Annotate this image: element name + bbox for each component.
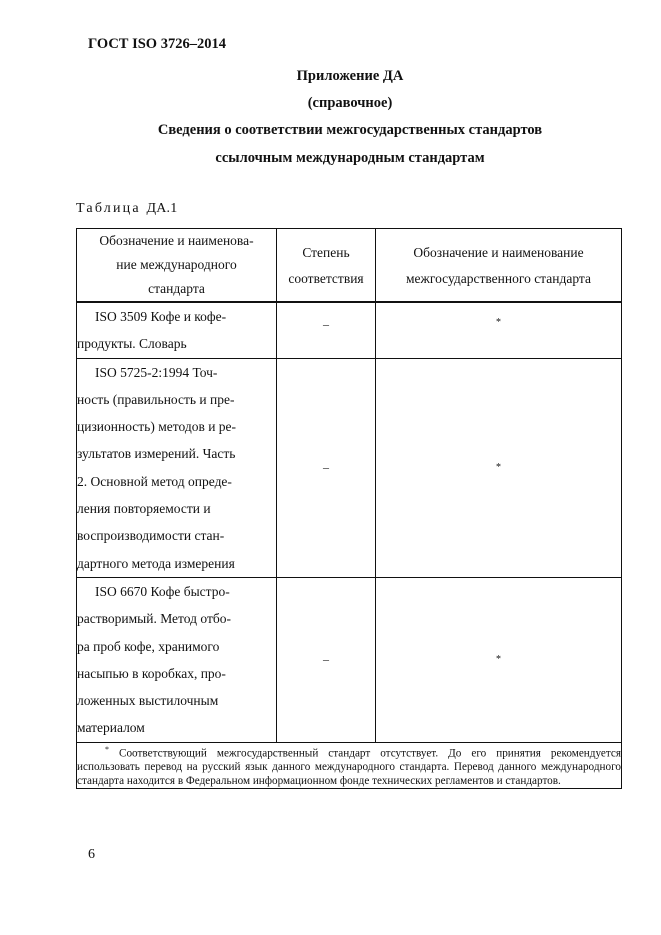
- name-line: продукты. Словарь: [77, 336, 187, 352]
- table-row: [77, 577, 622, 742]
- degree-cell: –: [277, 577, 376, 742]
- footnote-text: Соответствующий межгосударственный стандарт отсутствует. До его принятия рекомендуется использовать перевод на русский язык данного международного стандарта. Перевод данного международного стандарта находится в Федеральном информационном фонде технических регламентов и стандартов.: [77, 747, 622, 788]
- interstate-cell: *: [376, 577, 622, 742]
- degree-cell: –: [277, 358, 376, 577]
- table-footnote-row: [77, 742, 622, 789]
- appendix-heading-line1: Сведения о соответствии межгосударственных стандартов: [157, 122, 543, 138]
- footnote-cell: [77, 742, 622, 789]
- correspondence-table: [76, 228, 622, 789]
- name-line: дартного метода измерения: [77, 555, 235, 571]
- name-line: ра проб кофе, хранимого: [77, 638, 220, 654]
- table-caption: [76, 201, 177, 217]
- table-row: [77, 358, 622, 577]
- header-line: ние международного: [116, 257, 237, 272]
- table-row: [77, 302, 622, 358]
- name-line: воспроизводимости стан-: [77, 528, 225, 544]
- document-code: ГОСТ ISO 3726–2014: [88, 36, 226, 52]
- table-header-row: [77, 229, 622, 303]
- name-line: зультатов измерений. Часть: [77, 446, 236, 462]
- header-interstate-standard: [376, 229, 622, 303]
- standard-name-cell: [77, 358, 277, 577]
- header-international-standard: [77, 229, 277, 303]
- interstate-cell: *: [376, 358, 622, 577]
- header-degree: [277, 229, 376, 303]
- name-line: насыпью в коробках, про-: [77, 665, 226, 681]
- table-caption-number: ДА.1: [146, 201, 178, 216]
- footnote-mark: *: [105, 744, 109, 754]
- name-line: материалом: [77, 720, 145, 736]
- appendix-heading-line2: ссылочным международным стандартам: [215, 150, 485, 166]
- name-line: ность (правильность и пре-: [77, 391, 235, 407]
- appendix-title: Приложение ДА: [296, 68, 404, 84]
- header-line: Обозначение и наименование: [413, 245, 584, 260]
- header-line: Степень: [302, 245, 350, 260]
- table-caption-label: Таблица: [76, 201, 141, 216]
- name-line: ложенных выстилочным: [77, 693, 219, 709]
- name-line: ISO 3509 Кофе и кофе-: [95, 309, 227, 324]
- page-number: 6: [88, 847, 95, 862]
- appendix-subtitle: (справочное): [307, 95, 393, 111]
- name-line: ISO 5725-2:1994 Точ-: [95, 364, 218, 380]
- degree-cell: –: [277, 302, 376, 358]
- interstate-cell: *: [376, 302, 622, 358]
- header-line: Обозначение и наименова-: [99, 233, 254, 248]
- header-line: межгосударственного стандарта: [406, 271, 591, 286]
- standard-name-cell: [77, 302, 277, 358]
- header-line: соответствия: [288, 271, 364, 286]
- standard-name-cell: [77, 577, 277, 742]
- name-line: растворимый. Метод отбо-: [77, 611, 231, 627]
- name-line: 2. Основной метод опреде-: [77, 473, 232, 489]
- header-line: стандарта: [148, 281, 205, 296]
- name-line: ления повторяемости и: [77, 501, 211, 517]
- name-line: ISO 6670 Кофе быстро-: [95, 583, 230, 599]
- name-line: цизионность) методов и ре-: [77, 419, 237, 435]
